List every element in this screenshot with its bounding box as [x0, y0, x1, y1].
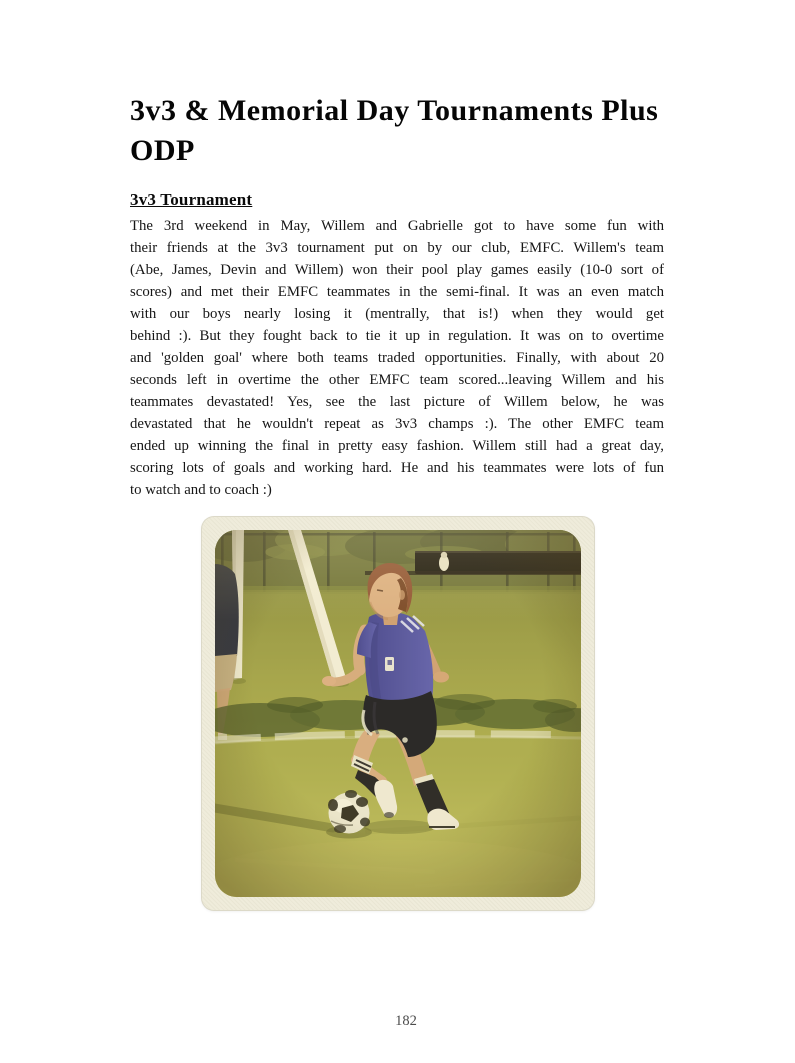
photo-frame [202, 517, 594, 910]
paragraph-line: devastated that he wouldn't repeat as 3v3 champs :). The other EMFC team [130, 416, 664, 432]
paragraph-line: (Abe, James, Devin and Willem) won their pool play games easily (10-0 sort of [130, 262, 664, 278]
page-title-line-2: ODP [130, 134, 195, 167]
paragraph-line: and 'golden goal' where both teams traded opportunities. Finally, with about 20 [130, 350, 664, 366]
paragraph-line: to watch and to coach :) [130, 482, 272, 498]
paragraph-line: seconds left in overtime the other EMFC team scored...leaving Willem and his [130, 372, 664, 388]
page-title [130, 91, 690, 171]
article-paragraph [130, 215, 664, 501]
paragraph-line: The 3rd weekend in May, Willem and Gabrielle got to have some fun with [130, 218, 664, 234]
page-title-line-1: 3v3 & Memorial Day Tournaments Plus [130, 94, 659, 127]
soccer-photo [215, 530, 581, 897]
section-heading: 3v3 Tournament [130, 190, 253, 209]
paragraph-line: scoring lots of goals and working hard. He and his teammates were lots of fun [130, 460, 664, 476]
paragraph-line: their friends at the 3v3 tournament put on by our club, EMFC. Willem's team [130, 240, 664, 256]
warm-overlay [215, 530, 581, 897]
paragraph-line: scores) and met their EMFC teammates in the semi-final. It was an even match [130, 284, 664, 300]
page-number: 182 [395, 1013, 417, 1029]
soccer-photo-illustration [215, 530, 581, 897]
paragraph-line: ended up winning the final in pretty easy fashion. Willem still had a great day, [130, 438, 664, 454]
paragraph-line: teammates devastated! Yes, see the last picture of Willem below, he was [130, 394, 664, 410]
paragraph-line: with our boys nearly losing it (mentrally, that is!) when they would get [130, 306, 664, 322]
paragraph-line: behind :). But they fought back to tie it up in regulation. It was on to overtime [130, 328, 664, 344]
